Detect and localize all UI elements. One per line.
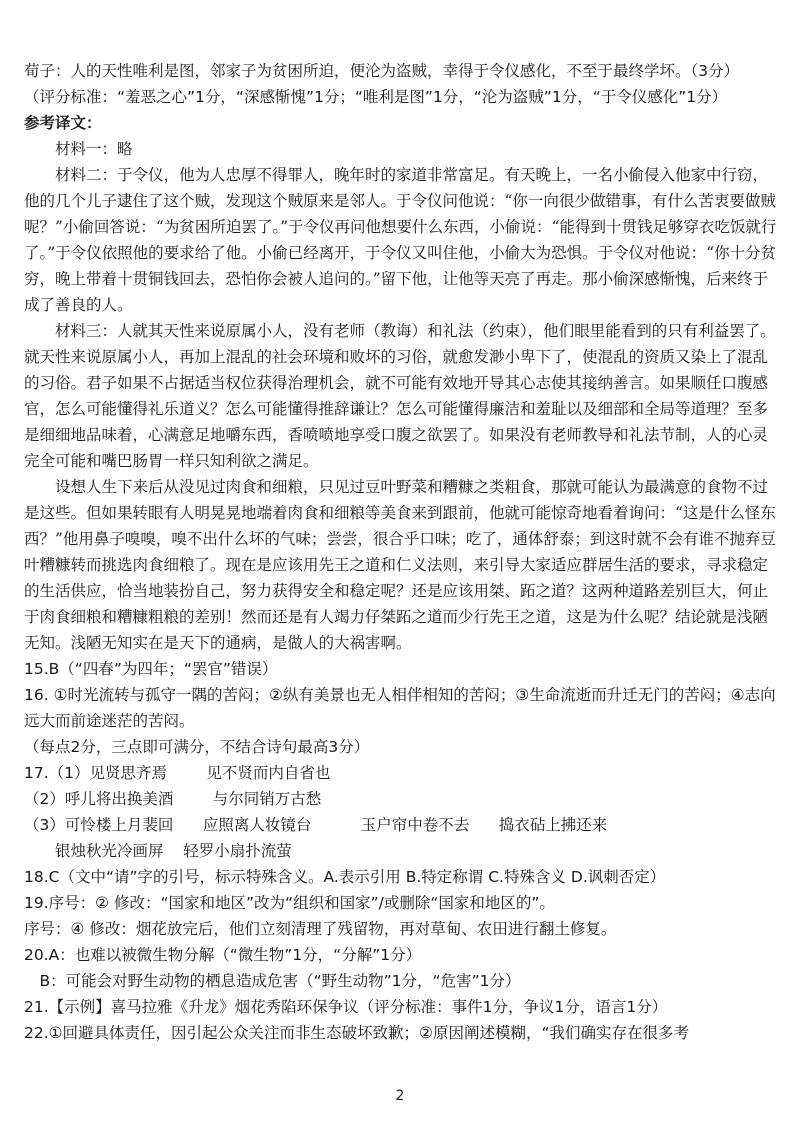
answer-18: 18.C（文中“请”字的引号，标示特殊含义。A.表示引用 B.特定称谓 C.特殊含义 D.讽刺否定） (24, 868, 666, 886)
material-three: 材料三：人就其天性来说原属小人，没有老师（教诲）和礼法（约束），他们眼里能看到的只有利益罢了。就天性来说原属小人，再加上混乱的社会环境和败坏的习俗，就愈发渺小卑下了，使混乱的资质又染上了混乱的习俗。君子如果不占据适当权位获得治理机会，就不可能有效地开导其心志使其接纳善言。如果顺任口腹感官，怎么可能懂得礼乐道义？怎么可能懂得推辞谦让？怎么可能懂得廉洁和羞耻以及细部和全局等道理？至多是细细地品味着，心满意足地嚼东西，香喷喷地享受口腹之欲罢了。如果没有老师教导和礼法节制，人的心灵完全可能和嘴巴肠胃一样只知利欲之满足。 (24, 322, 776, 470)
answer-15: 15.B（“四春”为四年；“罢官”错误） (24, 660, 278, 678)
answer-17-2: （2）呼儿将出换美酒 与尔同销万古愁 (24, 790, 322, 808)
material-one: 材料一：略 (55, 140, 133, 158)
answer-19-1: 19.序号：② 修改：“国家和地区”改为“组织和国家”/或删除“国家和地区的”。 (24, 894, 555, 912)
answer-16: 16. ①时光流转与孤守一隅的苦闷；②纵有美景也无人相伴相知的苦闷；③生命流逝而升迁无门的苦闷；④志向远大而前途迷茫的苦闷。 (24, 686, 776, 730)
material-two: 材料二：于令仪，他为人忠厚不得罪人，晚年时的家道非常富足。有天晚上，一名小偷侵入他家中行窃，他的几个儿子逮住了这个贼，发现这个贼原来是邻人。于令仪问他说：“你一向很少做错事，有什么苦衷要做贼呢？”小偷回答说：“为贫困所迫罢了。”于令仪再问他想要什么东西，小偷说：“能得到十贯钱足够穿衣吃饭就行了。”于令仪依照他的要求给了他。小偷已经离开，于令仪又叫住他，小偷大为恐惧。于令仪对他说：“你十分贫穷，晚上带着十贯铜钱回去，恐怕你会被人追问的。”留下他，让他等天亮了再走。那小偷深感惭愧，后来终于成了善良的人。 (24, 166, 777, 314)
answer-19-2: 序号：④ 修改：烟花放完后，他们立刻清理了残留物，再对草甸、农田进行翻土修复。 (24, 920, 617, 938)
answer-22: 22.①回避具体责任，因引起公众关注而非生态破坏致歉；②原因阐述模糊，“我们确实存在很多考 (24, 1024, 689, 1042)
answer-16-note: （每点2分，三点即可满分，不结合诗句最高3分） (24, 738, 370, 756)
answer-17-1: 17.（1）见贤思齐焉 见不贤而内自省也 (24, 764, 331, 782)
answer-17-4: 银烛秋光冷画屏 轻罗小扇扑流萤 (55, 842, 292, 860)
answer-20-a: 20.A：也难以被微生物分解（“微生物”1分，“分解”1分） (24, 946, 422, 964)
scoring-criteria: （评分标准：“羞恶之心”1分，“深感惭愧”1分；“唯利是图”1分，“沦为盗贼”1分，“于令仪感化”1分） (24, 88, 728, 106)
answer-text-top (24, 58, 778, 136)
page-number: 2 (395, 1088, 405, 1104)
reference-translation-title: 参考译文： (24, 114, 102, 132)
answer-list (24, 656, 778, 1046)
answer-17-3: （3）可怜楼上月裴回 应照离人妆镜台 玉户帘中卷不去 捣衣砧上拂还来 (24, 816, 608, 834)
answer-21: 21.【示例】喜马拉雅《升龙》烟花秀陷环保争议（评分标准：事件1分，争议1分，语言1分） (24, 998, 668, 1016)
reference-translation (24, 136, 778, 656)
answer-20-b: B：可能会对野生动物的栖息造成危害（“野生动物”1分，“危害”1分） (39, 972, 521, 990)
xunzi-answer: 荀子：人的天性唯利是图，邻家子为贫困所迫，便沦为盗贼，幸得于令仪感化，不至于最终学坏。（3分） (24, 62, 740, 80)
material-three-continued: 设想人生下来后从没见过肉食和细粮，只见过豆叶野菜和糟糠之类粗食，那就可能认为最满意的食物不过是这些。但如果转眼有人明晃晃地端着肉食和细粮等美食来到跟前，他就可能惊奇地看着询问：“这是什么怪东西？”他用鼻子嗅嗅，嗅不出什么坏的气味；尝尝，很合乎口味；吃了，通体舒泰；到这时就不会有谁不抛弃豆叶糟糠转而挑选肉食细粮了。现在是应该用先王之道和仁义法则，来引导大家适应群居生活的要求，寻求稳定的生活供应，恰当地装扮自己，努力获得安全和稳定呢？还是应该用桀、跖之道？这两种道路差别巨大，何止于肉食细粮和糟糠粗粮的差别！然而还是有人竭力仔桀跖之道而少行先王之道，这是为什么呢？结论就是浅陋无知。浅陋无知实在是天下的通病，是做人的大祸害啊。 (24, 478, 776, 652)
